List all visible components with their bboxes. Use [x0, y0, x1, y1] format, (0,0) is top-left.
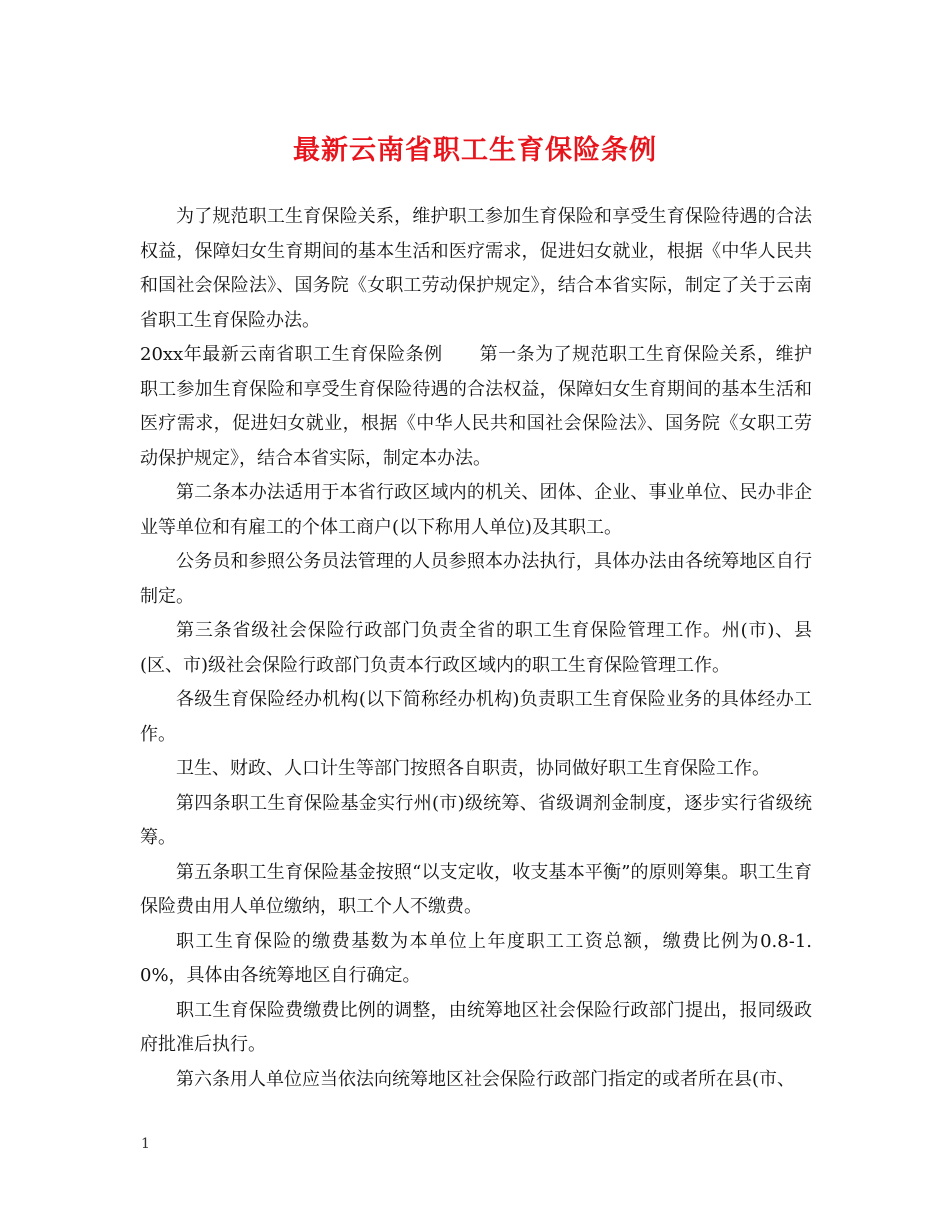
paragraph-article-3-departments: 卫生、财政、人口计生等部门按照各自职责，协同做好职工生育保险工作。 — [176, 758, 770, 779]
paragraph-article-5-adjustment: 职工生育保险费缴费比例的调整，由统筹地区社会保险行政部门提出，报同级政府批准后执行。 — [140, 999, 812, 1055]
paragraph-article-5: 第五条职工生育保险基金按照“以支定收，收支基本平衡”的原则筹集。职工生育保险费由用人单位缴纳，职工个人不缴费。 — [140, 861, 812, 917]
paragraph-article-1: 20xx年最新云南省职工生育保险条例 第一条为了规范职工生育保险关系，维护职工参加生育保险和享受生育保险待遇的合法权益，保障妇女生育期间的基本生活和医疗需求，促进妇女就业，根据《中华人民共和国社会保险法》、国务院《女职工劳动保护规定》，结合本省实际，制定本办法。 — [140, 344, 812, 469]
paragraph-intro: 为了规范职工生育保险关系，维护职工参加生育保险和享受生育保险待遇的合法权益，保障妇女生育期间的基本生活和医疗需求，促进妇女就业，根据《中华人民共和国社会保险法》、国务院《女职工劳动保护规定》，结合本省实际，制定了关于云南省职工生育保险办法。 — [140, 206, 812, 331]
document-body — [140, 200, 812, 1097]
paragraph-article-2-civil-servants: 公务员和参照公务员法管理的人员参照本办法执行，具体办法由各统筹地区自行制定。 — [140, 551, 812, 607]
paragraph-article-3: 第三条省级社会保险行政部门负责全省的职工生育保险管理工作。州(市)、县(区、市)级社会保险行政部门负责本行政区域内的职工生育保险管理工作。 — [140, 620, 812, 676]
paragraph-article-4: 第四条职工生育保险基金实行州(市)级统筹、省级调剂金制度，逐步实行省级统筹。 — [140, 792, 812, 848]
paragraph-article-2: 第二条本办法适用于本省行政区域内的机关、团体、企业、事业单位、民办非企业等单位和有雇工的个体工商户(以下称用人单位)及其职工。 — [140, 482, 812, 538]
paragraph-article-5-base: 职工生育保险的缴费基数为本单位上年度职工工资总额，缴费比例为0.8-1.0%，具体由各统筹地区自行确定。 — [140, 930, 812, 986]
page-number: 1 — [141, 1136, 150, 1152]
paragraph-article-6: 第六条用人单位应当依法向统筹地区社会保险行政部门指定的或者所在县(市、 — [176, 1068, 796, 1090]
document-title: 最新云南省职工生育保险条例 — [293, 135, 657, 166]
paragraph-article-3-agencies: 各级生育保险经办机构(以下简称经办机构)负责职工生育保险业务的具体经办工作。 — [140, 689, 812, 745]
